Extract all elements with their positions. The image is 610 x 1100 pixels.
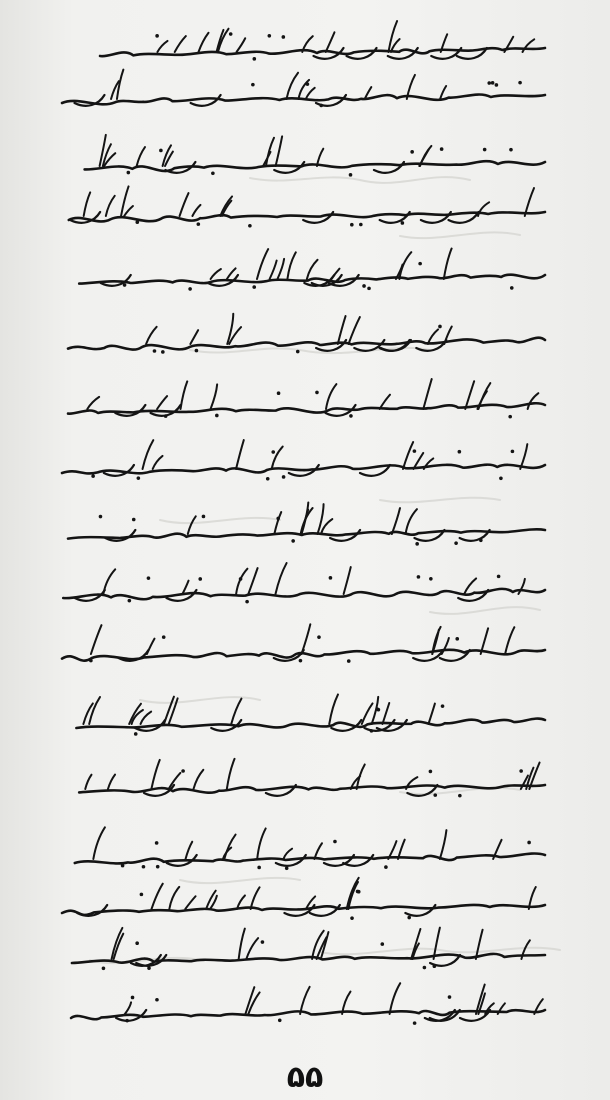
- diacritic-dot: [415, 542, 419, 546]
- letter-stroke: [391, 39, 400, 52]
- script-stroke: [62, 95, 545, 105]
- diacritic-dot: [413, 1021, 417, 1025]
- letter-stroke: [188, 516, 196, 534]
- diacritic-dot: [159, 149, 163, 153]
- script-stroke: [85, 161, 545, 171]
- diacritic-dot: [188, 287, 192, 291]
- diacritic-dot: [239, 577, 243, 581]
- letter-stroke: [185, 896, 195, 909]
- letter-stroke: [190, 330, 198, 344]
- diacritic-dot: [479, 538, 483, 542]
- diacritic-dot: [128, 599, 132, 603]
- letter-stroke: [152, 884, 163, 909]
- diacritic-dot: [401, 221, 405, 225]
- diacritic-dot: [127, 171, 131, 175]
- diacritic-dot: [454, 541, 458, 545]
- letter-stroke: [300, 987, 310, 1014]
- letter-stroke: [326, 384, 336, 409]
- diacritic-dot: [410, 150, 414, 154]
- letter-stroke: [84, 192, 91, 216]
- diacritic-dot: [229, 32, 233, 36]
- diacritic-dot: [370, 729, 374, 733]
- manuscript-line: [71, 983, 545, 1025]
- letter-stroke: [257, 249, 268, 279]
- diacritic-dot: [380, 942, 384, 946]
- diacritic-dot: [359, 223, 363, 227]
- letter-stroke: [344, 567, 351, 594]
- diacritic-dot: [356, 890, 360, 894]
- diacritic-dot: [377, 708, 381, 712]
- letter-stroke: [403, 442, 413, 469]
- letter-stroke: [146, 327, 157, 344]
- diacritic-dot: [197, 222, 201, 226]
- swash-stroke: [331, 720, 361, 731]
- letter-stroke: [91, 625, 102, 654]
- diacritic-dot: [491, 81, 495, 85]
- diacritic-dot: [349, 173, 353, 177]
- letter-stroke: [398, 840, 405, 859]
- diacritic-dot: [261, 940, 265, 944]
- manuscript-line: [100, 21, 545, 61]
- letter-stroke: [87, 397, 99, 409]
- diacritic-dot: [448, 995, 452, 999]
- letter-stroke: [143, 440, 154, 469]
- diacritic-dot: [509, 148, 513, 152]
- letter-stroke: [257, 828, 266, 859]
- diacritic-dot: [429, 577, 433, 581]
- letter-stroke: [465, 381, 474, 409]
- manuscript-line: [63, 563, 545, 603]
- diacritic-dot: [266, 477, 270, 481]
- manuscript-line: [69, 186, 545, 227]
- diacritic-dot: [99, 515, 103, 519]
- diacritic-dot: [134, 732, 138, 736]
- diacritic-dot: [440, 147, 444, 151]
- letter-stroke: [112, 928, 123, 959]
- letter-stroke: [428, 704, 434, 724]
- diacritic-dot: [418, 262, 422, 266]
- letter-stroke: [169, 698, 178, 724]
- letter-stroke: [239, 929, 245, 959]
- diacritic-dot: [384, 865, 388, 869]
- diacritic-dot: [495, 83, 499, 87]
- manuscript-line: [62, 878, 545, 920]
- diacritic-dot: [423, 966, 427, 970]
- letter-stroke: [505, 627, 514, 654]
- letter-stroke: [124, 206, 133, 216]
- diacritic-dot: [350, 916, 354, 920]
- letter-stroke: [157, 396, 167, 409]
- diacritic-dot: [131, 996, 135, 1000]
- script-stroke: [75, 853, 545, 863]
- letter-stroke: [248, 568, 257, 594]
- letter-stroke: [175, 36, 186, 52]
- letter-stroke: [85, 775, 91, 789]
- letter-stroke: [306, 88, 315, 99]
- diacritic-dot: [195, 349, 199, 353]
- diacritic-dot: [125, 1019, 129, 1023]
- letter-stroke: [186, 842, 193, 859]
- diacritic-dot: [282, 475, 286, 479]
- letter-stroke: [275, 563, 286, 594]
- manuscript-line: [79, 249, 545, 291]
- manuscript-line: [85, 135, 545, 177]
- diacritic-dot: [202, 515, 206, 519]
- diacritic-dot: [299, 659, 303, 663]
- letter-stroke: [329, 694, 338, 724]
- diacritic-dot: [417, 575, 421, 579]
- diacritic-dot: [271, 450, 275, 454]
- swash-stroke: [274, 162, 304, 173]
- diacritic-dot: [527, 841, 531, 845]
- letter-stroke: [314, 843, 322, 859]
- diacritic-dot: [89, 659, 93, 663]
- letter-stroke: [125, 1002, 131, 1014]
- diacritic-dot: [257, 866, 261, 870]
- diacritic-dot: [487, 81, 491, 85]
- letter-stroke: [153, 456, 163, 469]
- letter-stroke: [321, 519, 332, 534]
- letter-stroke: [272, 447, 283, 469]
- letter-stroke: [198, 33, 208, 52]
- diacritic-dot: [135, 941, 139, 945]
- diacritic-dot: [347, 659, 351, 663]
- diacritic-dot: [329, 576, 333, 580]
- manuscript-line: [76, 694, 545, 735]
- diacritic-dot: [198, 577, 202, 581]
- diacritic-dot: [245, 600, 249, 604]
- diacritic-dot: [153, 349, 157, 353]
- letter-stroke: [108, 775, 115, 789]
- letter-stroke: [93, 827, 105, 859]
- diacritic-dot: [181, 769, 185, 773]
- diacritic-dot: [413, 449, 417, 453]
- letter-stroke: [406, 509, 417, 534]
- diacritic-dot: [132, 518, 136, 522]
- letter-stroke: [301, 510, 308, 534]
- letter-stroke: [182, 581, 188, 594]
- diacritic-dot: [277, 391, 281, 395]
- letter-stroke: [237, 38, 246, 52]
- diacritic-dot: [350, 223, 354, 227]
- manuscript-line: [68, 379, 545, 418]
- letter-stroke: [390, 983, 401, 1014]
- diacritic-dot: [142, 865, 146, 869]
- diacritic-dot: [441, 704, 445, 708]
- diacritic-dot: [407, 916, 411, 920]
- letter-stroke: [227, 268, 236, 279]
- diacritic-dot: [140, 893, 144, 897]
- letter-stroke: [440, 86, 446, 99]
- diacritic-dot: [458, 450, 462, 454]
- diacritic-dot: [161, 350, 165, 354]
- letter-stroke: [89, 697, 100, 724]
- diacritic-dot: [276, 517, 280, 521]
- diacritic-dot: [121, 864, 125, 868]
- diacritic-dot: [458, 794, 462, 798]
- diacritic-dot: [147, 966, 151, 970]
- script-stroke: [79, 785, 545, 793]
- diacritic-dot: [438, 325, 442, 329]
- letter-stroke: [276, 136, 283, 166]
- diacritic-dot: [135, 220, 139, 224]
- diacritic-dot: [511, 450, 515, 454]
- page-number: ۵۵: [286, 1060, 324, 1095]
- diacritic-dot: [147, 576, 151, 580]
- diacritic-dot: [429, 770, 433, 774]
- diacritic-dot: [518, 81, 522, 85]
- diacritic-dot: [155, 841, 159, 845]
- diacritic-dot: [91, 474, 95, 478]
- diacritic-dot: [211, 171, 215, 175]
- manuscript-line: [62, 440, 545, 481]
- letter-stroke: [246, 938, 258, 959]
- diacritic-dot: [497, 575, 501, 579]
- letter-stroke: [528, 393, 539, 409]
- diacritic-dot: [306, 82, 310, 86]
- diacritic-dot: [319, 104, 323, 108]
- letter-stroke: [180, 193, 189, 216]
- diacritic-dot: [499, 476, 503, 480]
- letter-stroke: [211, 384, 218, 409]
- letter-stroke: [169, 887, 179, 909]
- letter-stroke: [326, 32, 335, 52]
- diacritic-dot: [253, 57, 257, 61]
- letter-stroke: [274, 512, 281, 534]
- letter-stroke: [137, 147, 145, 166]
- script-stroke: [63, 589, 545, 599]
- manuscript-line: [72, 928, 545, 970]
- letter-stroke: [307, 260, 318, 279]
- manuscript-line: [79, 759, 545, 798]
- letter-stroke: [520, 444, 527, 469]
- letter-stroke: [287, 252, 295, 279]
- letter-stroke: [227, 759, 235, 789]
- diacritic-dot: [349, 414, 353, 418]
- letter-stroke: [382, 703, 389, 724]
- diacritic-dot: [248, 224, 252, 228]
- diacritic-dot: [164, 414, 168, 418]
- diacritic-dot: [291, 539, 295, 543]
- letter-stroke: [236, 440, 244, 469]
- script-stroke: [68, 529, 545, 538]
- diacritic-dot: [155, 998, 159, 1002]
- letter-stroke: [251, 887, 260, 909]
- diacritic-dot: [433, 964, 437, 968]
- letter-stroke: [193, 770, 203, 789]
- letter-stroke: [349, 317, 360, 344]
- diacritic-dot: [137, 476, 141, 480]
- letter-stroke: [270, 261, 277, 279]
- diacritic-dot: [155, 34, 159, 38]
- script-stroke: [68, 338, 545, 350]
- diacritic-dot: [252, 285, 256, 289]
- letter-stroke: [317, 149, 323, 166]
- diacritic-dot: [483, 148, 487, 152]
- letter-stroke: [440, 830, 447, 859]
- letter-stroke: [277, 259, 284, 279]
- diacritic-dot: [162, 635, 166, 639]
- diacritic-dot: [102, 966, 106, 970]
- manuscript-line: [75, 827, 545, 870]
- script-stroke: [72, 954, 545, 963]
- diacritic-dot: [508, 415, 512, 419]
- swash-stroke: [115, 405, 145, 416]
- letter-stroke: [236, 569, 247, 594]
- letter-stroke: [141, 712, 152, 724]
- diacritic-dot: [268, 34, 272, 38]
- diacritic-dot: [333, 840, 337, 844]
- letter-stroke: [169, 773, 181, 789]
- diacritic-dot: [123, 283, 127, 287]
- diacritic-dot: [315, 391, 319, 395]
- diacritic-dot: [285, 866, 289, 870]
- letter-stroke: [224, 835, 235, 859]
- letter-stroke: [211, 269, 221, 279]
- letter-stroke: [248, 992, 259, 1014]
- letter-stroke: [525, 188, 534, 216]
- letter-stroke: [283, 849, 292, 859]
- letter-stroke: [392, 508, 400, 534]
- letter-stroke: [362, 703, 373, 724]
- letter-stroke: [192, 205, 200, 216]
- letter-stroke: [338, 316, 346, 344]
- diacritic-dot: [362, 284, 366, 288]
- diacritic-dot: [519, 769, 523, 773]
- manuscript-line: [68, 502, 545, 545]
- letter-stroke: [444, 249, 452, 279]
- diacritic-dot: [156, 865, 160, 869]
- diacritic-dot: [251, 83, 255, 87]
- manuscript-line: [62, 70, 545, 108]
- diacritic-dot: [278, 1018, 282, 1022]
- letter-stroke: [423, 379, 431, 409]
- diacritic-dot: [510, 286, 514, 290]
- diacritic-dot: [433, 793, 437, 797]
- letter-stroke: [286, 73, 298, 99]
- script-stroke: [100, 48, 545, 56]
- diacritic-dot: [367, 287, 371, 291]
- script-stroke: [76, 719, 545, 728]
- diacritic-dot: [282, 35, 286, 39]
- manuscript-line: [62, 624, 545, 663]
- diacritic-dot: [455, 637, 459, 641]
- manuscript-line: [68, 314, 545, 354]
- letter-stroke: [380, 395, 390, 409]
- letter-stroke: [157, 41, 167, 52]
- diacritic-dot: [317, 635, 321, 639]
- letter-stroke: [151, 760, 159, 789]
- letter-stroke: [106, 196, 115, 216]
- diacritic-dot: [296, 350, 300, 354]
- diacritic-dot: [215, 414, 219, 418]
